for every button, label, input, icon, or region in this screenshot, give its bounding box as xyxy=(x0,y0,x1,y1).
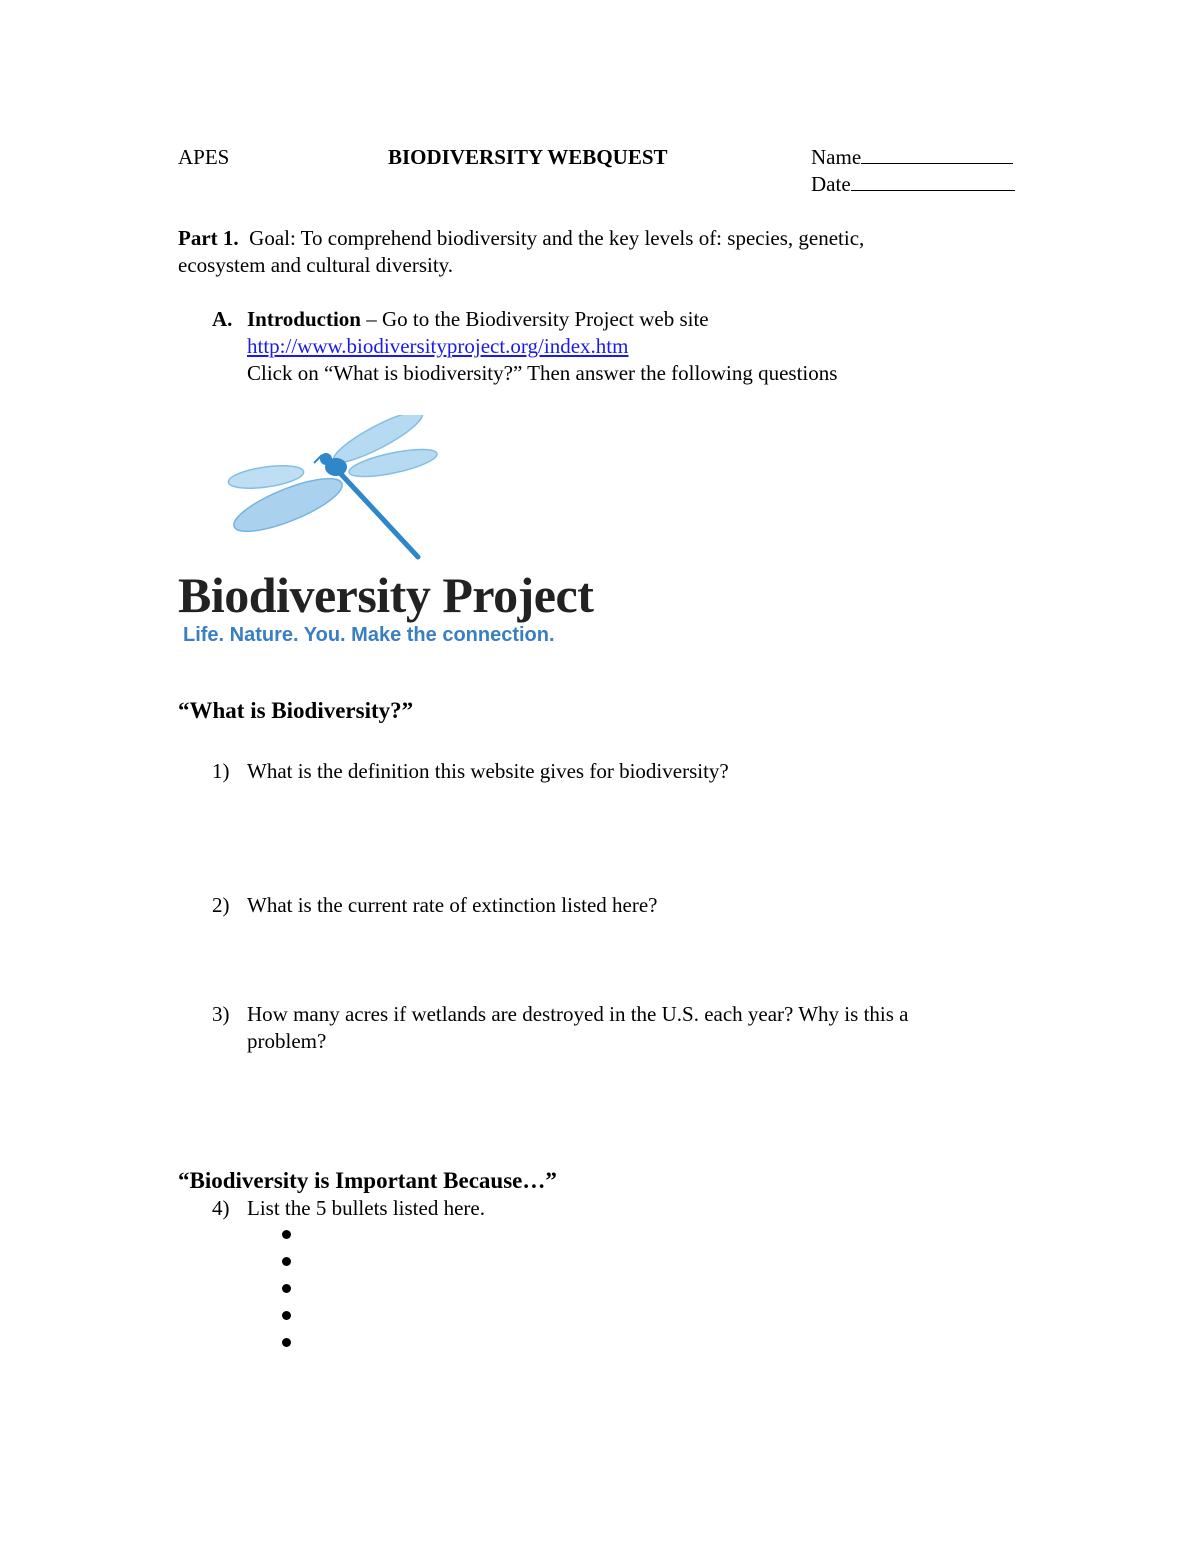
date-label: Date xyxy=(811,172,851,196)
biodiversity-project-logo xyxy=(178,415,658,655)
part1-goal xyxy=(178,226,864,251)
name-blank[interactable] xyxy=(861,145,1013,164)
dragonfly-icon xyxy=(218,415,458,565)
question-text: How many acres if wetlands are destroyed in the U.S. each year? Why is this a xyxy=(247,1002,909,1026)
question-text: List the 5 bullets listed here. xyxy=(247,1196,485,1220)
intro-text: – Go to the Biodiversity Project web site xyxy=(360,307,709,331)
date-field[interactable] xyxy=(811,172,1015,197)
biodiversity-project-link[interactable]: http://www.biodiversityproject.org/index.htm xyxy=(247,334,629,358)
question-text: What is the definition this website gives for biodiversity? xyxy=(247,759,729,783)
question-text: What is the current rate of extinction listed here? xyxy=(247,893,658,917)
intro-line xyxy=(247,307,709,332)
date-blank[interactable] xyxy=(851,172,1015,191)
goal-line-2: ecosystem and cultural diversity. xyxy=(178,253,454,277)
name-field[interactable] xyxy=(811,145,1013,170)
course-label: APES xyxy=(178,145,230,169)
name-label: Name xyxy=(811,145,862,169)
intro-letter: A. xyxy=(212,307,233,331)
bullet-point xyxy=(282,1257,291,1266)
logo-tagline: Life. Nature. You. Make the connection. xyxy=(183,624,555,646)
bullet-point xyxy=(282,1284,291,1293)
bullet-point xyxy=(282,1230,291,1239)
page-title: BIODIVERSITY WEBQUEST xyxy=(388,145,668,169)
question-text-continued: problem? xyxy=(247,1029,327,1053)
question-number: 4) xyxy=(212,1196,230,1220)
question-number: 1) xyxy=(212,759,230,783)
section-heading-what-is-biodiversity: “What is Biodiversity?” xyxy=(178,698,414,723)
question-number: 3) xyxy=(212,1002,230,1026)
part1-label: Part 1. xyxy=(178,226,239,250)
bullet-point xyxy=(282,1311,291,1320)
bullet-point xyxy=(282,1338,291,1347)
section-heading-importance: “Biodiversity is Important Because…” xyxy=(178,1168,557,1193)
goal-line-1: Goal: To comprehend biodiversity and the key levels of: species, genetic, xyxy=(249,226,865,250)
intro-instruction: Click on “What is biodiversity?” Then answer the following questions xyxy=(247,361,838,385)
intro-heading: Introduction xyxy=(247,307,361,331)
logo-name: Biodiversity Project xyxy=(178,567,594,623)
question-number: 2) xyxy=(212,893,230,917)
